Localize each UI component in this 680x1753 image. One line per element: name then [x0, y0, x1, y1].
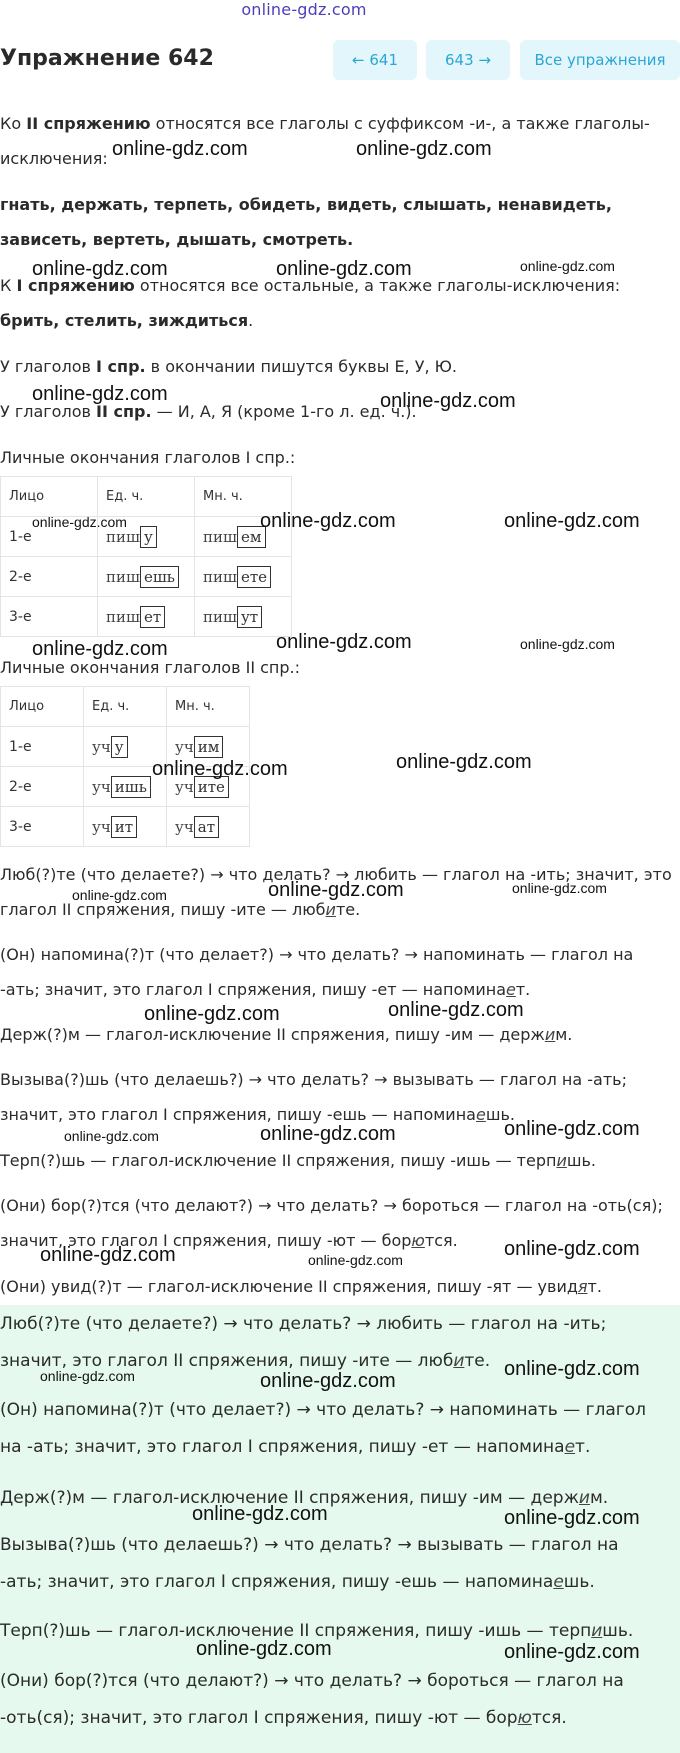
- watermark: online-gdz.com: [276, 258, 412, 280]
- header-cell: Ед. ч.: [84, 687, 167, 727]
- watermark: online-gdz.com: [396, 751, 532, 773]
- person-cell: 2-е: [1, 767, 84, 807]
- watermark: online-gdz.com: [504, 510, 640, 532]
- answer-text: м.: [589, 1488, 609, 1508]
- singular-cell: [98, 597, 195, 637]
- table-header-row: [1, 687, 250, 727]
- header-cell: Мн. ч.: [167, 687, 250, 727]
- answer-text: шь.: [563, 1572, 595, 1592]
- answer-text: Люб(?)те (что делаете?) → что делать? → любить — глагол на -ить; значит, это глагол II спряжения, пишу -ите — люб: [0, 1314, 607, 1371]
- table-row: [1, 807, 250, 847]
- ending-box: у: [140, 526, 157, 548]
- answer-text: Люб(?)те (что делаете?) → что делать? → любить — глагол на -ить; значит, это глагол II спряжения, пишу -ите — люб: [0, 865, 672, 919]
- watermark: online-gdz.com: [32, 258, 168, 280]
- answer-text: шь.: [485, 1105, 515, 1124]
- table-header-row: [1, 477, 292, 517]
- watermark: online-gdz.com: [144, 1003, 280, 1025]
- rule-text: К: [0, 276, 17, 295]
- header-cell: Ед. ч.: [98, 477, 195, 517]
- header-cell: Лицо: [1, 687, 84, 727]
- exception-verbs: брить, стелить, зиждиться: [0, 311, 249, 330]
- watermark: online-gdz.com: [380, 390, 516, 412]
- exception-verbs-list: [0, 187, 672, 257]
- watermark: online-gdz.com: [356, 138, 492, 160]
- singular-cell: [98, 557, 195, 597]
- next-exercise-button[interactable]: 643 →: [426, 40, 510, 80]
- answer-text: (Они) бор(?)тся (что делают?) → что делать? → бороться — глагол на -оть(ся); значит, это глагол I спряжения, пишу -ют — бор: [0, 1196, 663, 1250]
- inserted-letter: ю: [517, 1708, 532, 1728]
- inserted-letter: и: [453, 1351, 465, 1371]
- answer-text: м.: [555, 1025, 573, 1044]
- plural-cell: [195, 557, 292, 597]
- person-cell: 1-е: [1, 727, 84, 767]
- watermark: online-gdz.com: [196, 1638, 332, 1660]
- answer-text: (Они) бор(?)тся (что делают?) → что делать? → бороться — глагол на -оть(ся); значит, это глагол I спряжения, пишу -ют — бор: [0, 1671, 624, 1728]
- person-cell: 3-е: [1, 597, 98, 637]
- ending-box: ем: [237, 526, 266, 548]
- answer-text: Вызыва(?)шь (что делаешь?) → что делать? → вызывать — глагол на -ать; значит, это глагол I спряжения, пишу -ешь — напомина: [0, 1070, 627, 1124]
- watermark: online-gdz.com: [520, 258, 615, 274]
- rule-term: II спр.: [96, 402, 152, 421]
- watermark: online-gdz.com: [504, 1641, 640, 1663]
- rule-text: в окончании пишутся буквы Е, У, Ю.: [145, 357, 458, 376]
- watermark: online-gdz.com: [308, 1252, 403, 1268]
- rule-text: — И, А, Я (кроме 1-го л. ед. ч.).: [151, 402, 417, 421]
- inserted-letter: и: [325, 900, 336, 919]
- watermark: online-gdz.com: [276, 631, 412, 653]
- answer-text: тся.: [531, 1708, 567, 1728]
- word-stem: пиш: [203, 567, 237, 586]
- answer-text: т.: [515, 980, 531, 999]
- rule-term: I спряжению: [16, 276, 135, 295]
- rule-text: Ко: [0, 114, 27, 133]
- answer-text: Вызыва(?)шь (что делаешь?) → что делать? → вызывать — глагол на -ать; значит, это глагол I спряжения, пишу -ешь — напомина: [0, 1535, 619, 1592]
- watermark: online-gdz.com: [40, 1368, 135, 1384]
- inserted-letter: и: [544, 1025, 556, 1044]
- answer-text: шь.: [602, 1621, 634, 1641]
- rule-text: относятся все остальные, а также глаголы-исключения:: [134, 276, 621, 295]
- watermark: online-gdz.com: [152, 758, 288, 780]
- page-header: [0, 40, 680, 80]
- ending-box: ут: [237, 606, 262, 628]
- person-cell: 3-е: [1, 807, 84, 847]
- table-row: [1, 557, 292, 597]
- header-cell: Мн. ч.: [195, 477, 292, 517]
- answer-paragraph: [0, 937, 672, 1007]
- answer-paragraph: [0, 1269, 672, 1304]
- inserted-letter: и: [556, 1151, 567, 1170]
- table2-caption: Личные окончания глаголов II спр.:: [0, 658, 301, 677]
- header-cell: Лицо: [1, 477, 98, 517]
- punct: .: [248, 311, 254, 330]
- word-stem: пиш: [203, 607, 237, 626]
- watermark: online-gdz.com: [260, 1370, 396, 1392]
- ending-box: им: [194, 736, 224, 758]
- ending-box: ите: [194, 776, 229, 798]
- watermark: online-gdz.com: [112, 138, 248, 160]
- watermark: online-gdz.com: [32, 514, 127, 530]
- watermark: online-gdz.com: [388, 999, 524, 1021]
- word-stem: уч: [175, 737, 194, 756]
- watermark: online-gdz.com: [72, 887, 167, 903]
- inserted-letter: я: [577, 1277, 588, 1296]
- answer-text: (Они) увид(?)т — глагол-исключение II спряжения, пишу -ят — увид: [0, 1277, 578, 1296]
- exception-verbs: гнать, держать, терпеть, обидеть, видеть, слышать, ненавидеть, зависеть, вертеть, дышать, смотреть: [0, 195, 612, 249]
- word-stem: уч: [92, 777, 111, 796]
- word-stem: уч: [92, 817, 111, 836]
- inserted-letter: е: [506, 980, 516, 999]
- plural-cell: [167, 807, 250, 847]
- answer-text: (Он) напомина(?)т (что делает?) → что делать? → напоминать — глагол на -ать; значит, это глагол I спряжения, пишу -ет — напомина: [0, 945, 634, 999]
- watermark: online-gdz.com: [260, 1123, 396, 1145]
- answer-text: т.: [575, 1437, 591, 1457]
- inserted-letter: е: [564, 1437, 576, 1457]
- watermark: online-gdz.com: [268, 879, 404, 901]
- ending-box: ешь: [140, 566, 179, 588]
- watermark: online-gdz.com: [32, 383, 168, 405]
- prev-exercise-button[interactable]: ← 641: [333, 40, 417, 80]
- inserted-letter: и: [591, 1621, 603, 1641]
- page-title: Упражнение 642: [0, 46, 214, 71]
- rule-term: I спр.: [96, 357, 146, 376]
- answer-text: шь.: [566, 1151, 597, 1170]
- watermark: online-gdz.com: [64, 1128, 159, 1144]
- answer-text: тся.: [424, 1231, 458, 1250]
- rule-text: У глаголов: [0, 357, 96, 376]
- person-cell: 2-е: [1, 557, 98, 597]
- rule-text: У глаголов: [0, 402, 96, 421]
- watermark: online-gdz.com: [504, 1118, 640, 1140]
- answer-text: (Он) напомина(?)т (что делает?) → что делать? → напоминать — глагол на -ать; значит, это глагол I спряжения, пишу -ет — напомина: [0, 1400, 646, 1457]
- person-cell: 1-е: [1, 517, 98, 557]
- watermark: online-gdz.com: [504, 1238, 640, 1260]
- answer-text: те.: [464, 1351, 491, 1371]
- highlighted-paragraph: [0, 1527, 666, 1601]
- site-brand: online-gdz.com: [241, 0, 367, 19]
- answer-paragraph: [0, 1143, 672, 1178]
- rule-text: относятся все глаголы с суффиксом -и-, а также глаголы-исключения:: [0, 114, 650, 168]
- watermark: online-gdz.com: [520, 636, 615, 652]
- watermark: online-gdz.com: [260, 510, 396, 532]
- word-stem: уч: [92, 737, 111, 756]
- ending-box: ишь: [111, 776, 151, 798]
- table1-caption: Личные окончания глаголов I спр.:: [0, 448, 296, 467]
- watermark: online-gdz.com: [40, 1244, 176, 1266]
- highlighted-paragraph: [0, 1663, 666, 1737]
- watermark: online-gdz.com: [32, 638, 168, 660]
- endings-table-1: [0, 476, 292, 637]
- answer-text: Держ(?)м — глагол-исключение II спряжения, пишу -им — держ: [0, 1488, 579, 1508]
- word-stem: уч: [175, 777, 194, 796]
- answer-text: т.: [587, 1277, 602, 1296]
- word-stem: пиш: [203, 527, 237, 546]
- rule-endings-1: [0, 349, 672, 384]
- ending-box: ат: [194, 816, 219, 838]
- highlighted-paragraph: [0, 1392, 666, 1466]
- watermark: online-gdz.com: [192, 1503, 328, 1525]
- answer-text: Терп(?)шь — глагол-исключение II спряжения, пишу -ишь — терп: [0, 1151, 557, 1170]
- ending-box: у: [111, 736, 128, 758]
- watermark: online-gdz.com: [512, 880, 607, 896]
- inserted-letter: е: [475, 1105, 486, 1124]
- word-stem: пиш: [106, 527, 140, 546]
- word-stem: пиш: [106, 567, 140, 586]
- table-row: [1, 597, 292, 637]
- answer-text: Терп(?)шь — глагол-исключение II спряжения, пишу -ишь — терп: [0, 1621, 592, 1641]
- inserted-letter: е: [553, 1572, 564, 1592]
- punct: .: [347, 230, 354, 249]
- answer-text: те.: [335, 900, 361, 919]
- rule-term: II спряжению: [26, 114, 151, 133]
- inserted-letter: и: [578, 1488, 590, 1508]
- word-stem: уч: [175, 817, 194, 836]
- answer-text: Держ(?)м — глагол-исключение II спряжения, пишу -им — держ: [0, 1025, 545, 1044]
- rule-conjugation-2: [0, 106, 672, 176]
- watermark: online-gdz.com: [504, 1358, 640, 1380]
- ending-box: ет: [140, 606, 165, 628]
- watermark: online-gdz.com: [504, 1507, 640, 1529]
- ending-box: ете: [237, 566, 271, 588]
- ending-box: ит: [111, 816, 137, 838]
- all-exercises-button[interactable]: Все упражнения: [520, 40, 680, 80]
- inserted-letter: ю: [411, 1231, 425, 1250]
- word-stem: пиш: [106, 607, 140, 626]
- answer-paragraph: [0, 1017, 672, 1052]
- singular-cell: [84, 807, 167, 847]
